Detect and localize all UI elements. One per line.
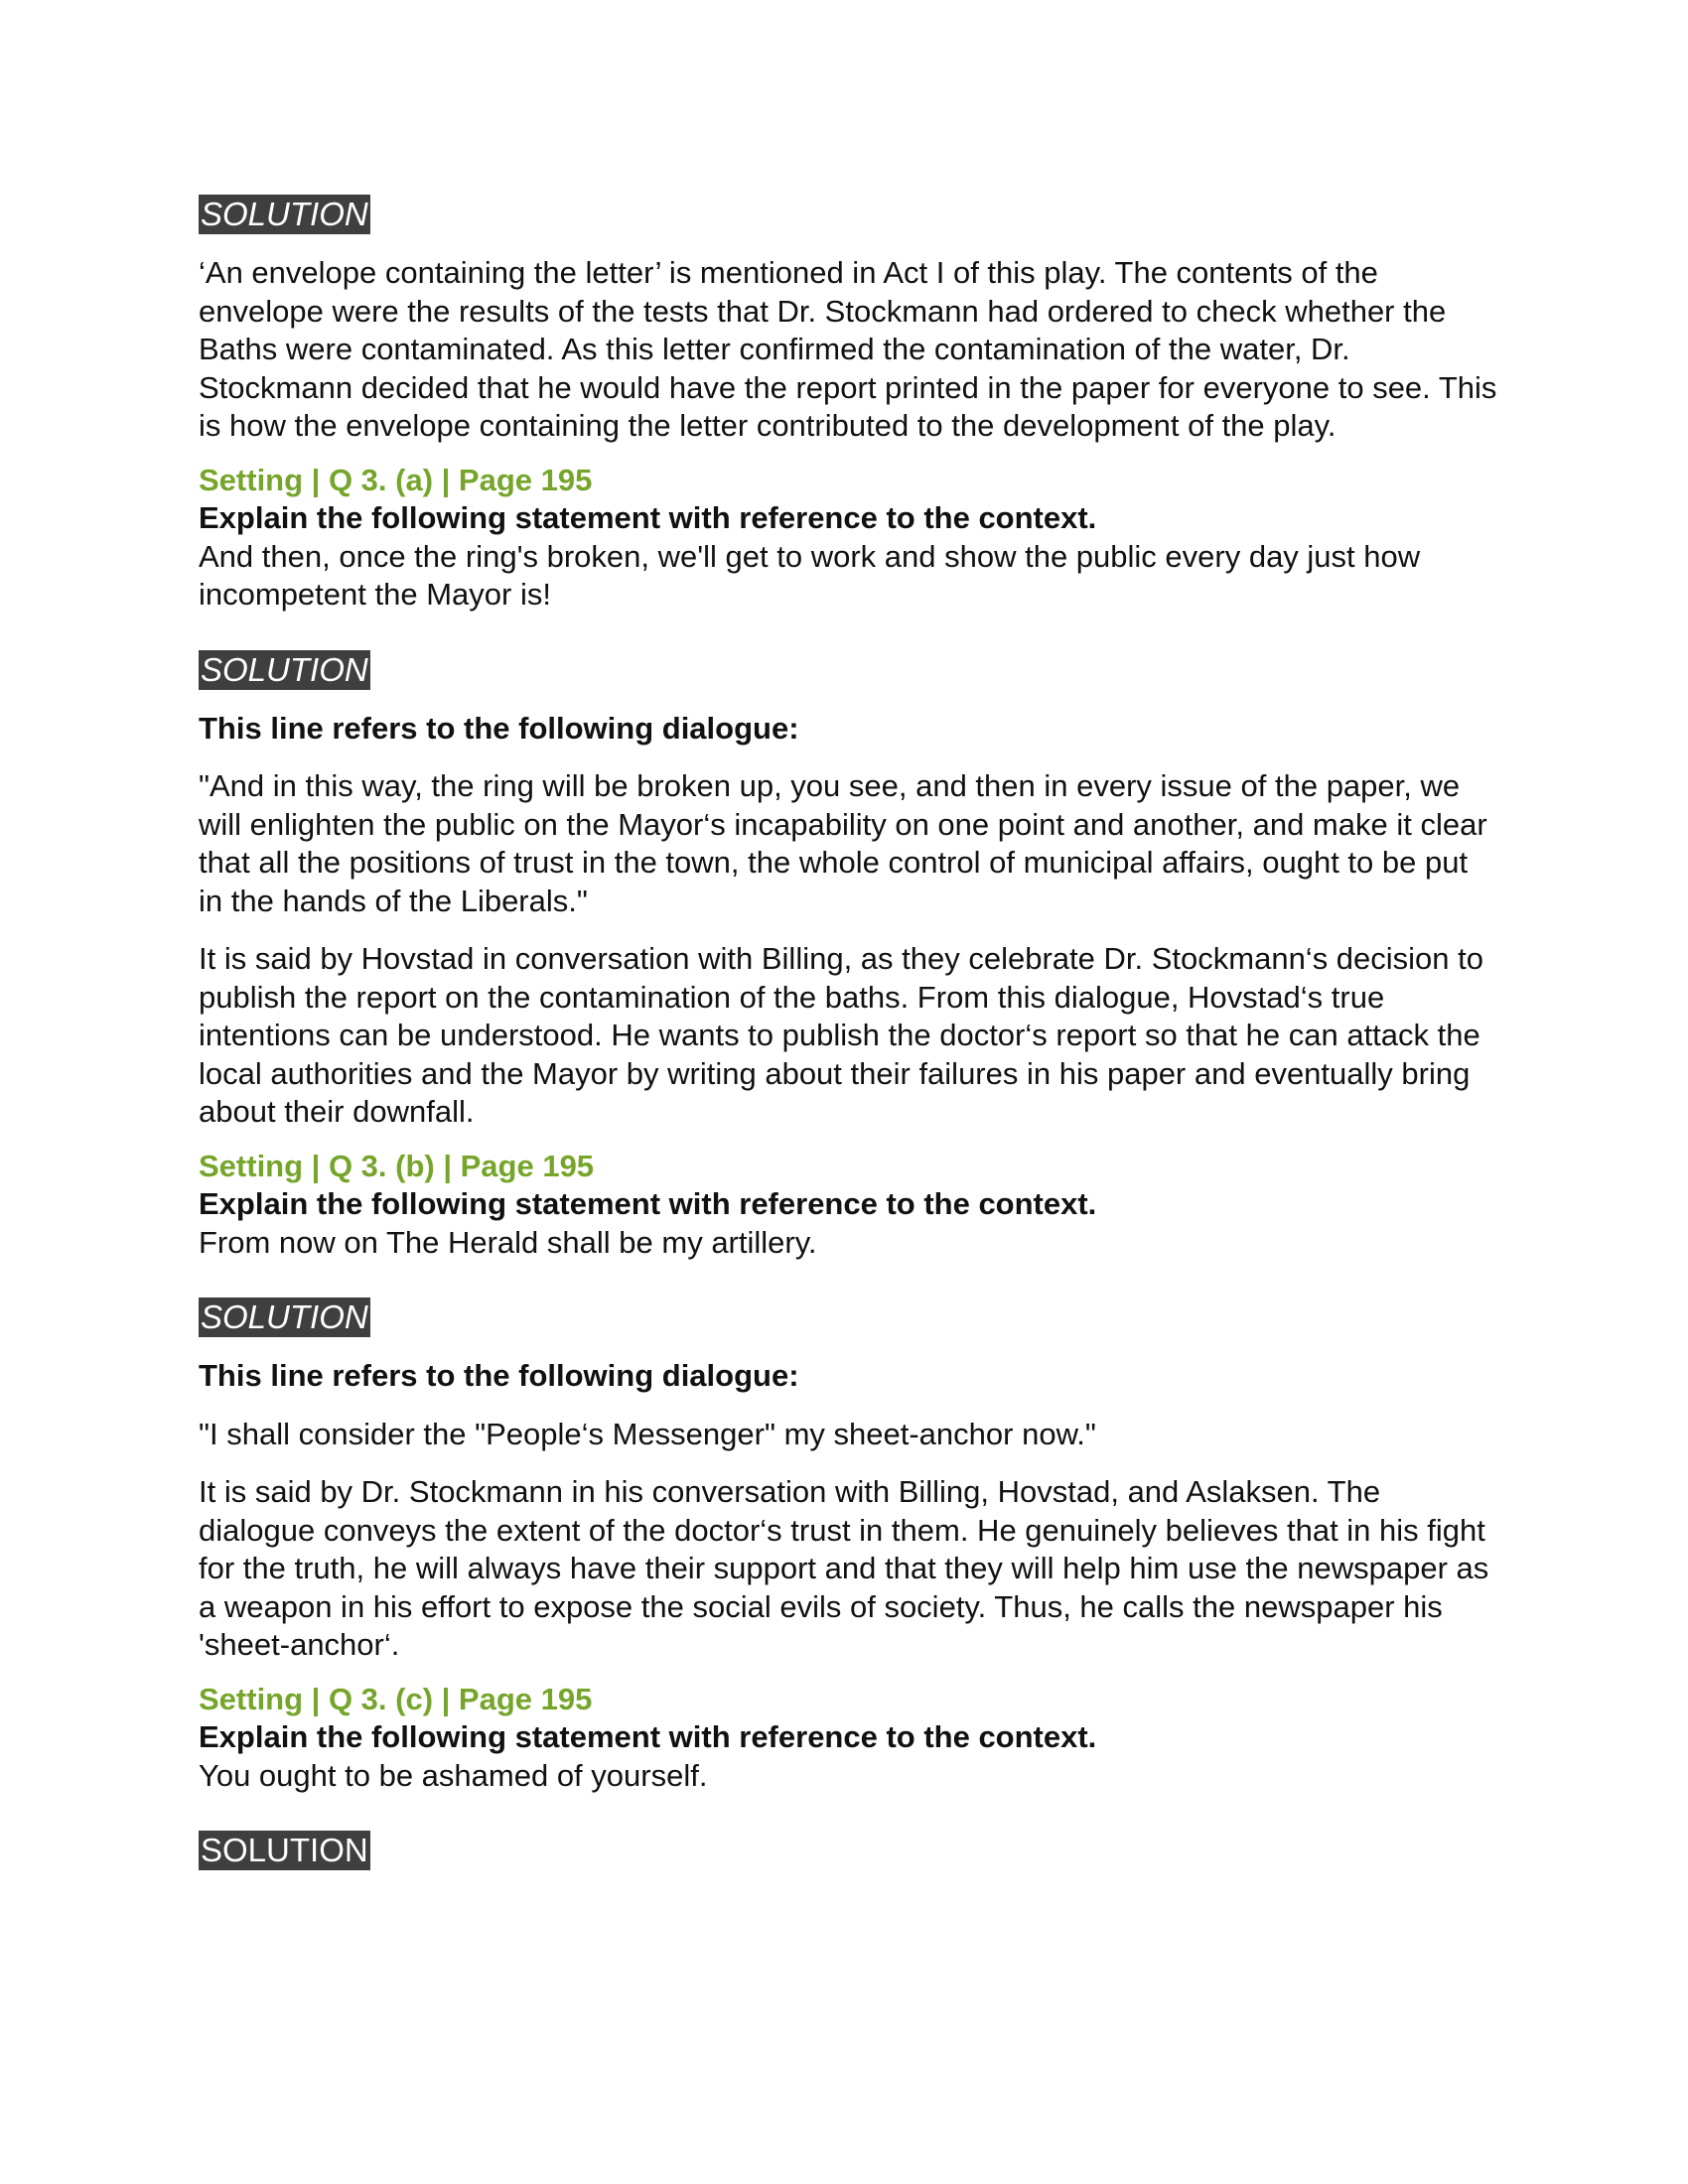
question-block-3a bbox=[199, 462, 1499, 614]
solution-block-1 bbox=[199, 195, 1499, 446]
explanation-paragraph: It is said by Dr. Stockmann in his conversation with Billing, Hovstad, and Aslaksen. The dialogue conveys the extent of the doctor‘s trust in them. He genuinely believes that in his fight for the truth, he will always have their support and that they will help him use the newspaper as a weapon in his effort to expose the social evils of society. Thus, he calls the newspaper his 'sheet-anchor‘. bbox=[199, 1474, 1489, 1662]
solution-block-3a bbox=[199, 650, 1499, 1132]
question-instruction: Explain the following statement with reference to the context. bbox=[199, 1719, 1097, 1754]
solution-label: SOLUTION bbox=[201, 1298, 368, 1335]
dialogue-quote: "I shall consider the "People‘s Messenger" my sheet-anchor now." bbox=[199, 1416, 1096, 1451]
question-instruction: Explain the following statement with reference to the context. bbox=[199, 500, 1097, 535]
explanation-paragraph: It is said by Hovstad in conversation with Billing, as they celebrate Dr. Stockmann‘s decision to publish the report on the contamination of the baths. From this dialogue, Hovstad‘s true intentions can be understood. He wants to publish the doctor‘s report so that he can attack the local authorities and the Mayor by writing about their failures in his paper and eventually bring about their downfall. bbox=[199, 941, 1484, 1129]
solution-label: SOLUTION bbox=[201, 1832, 368, 1868]
solution-block-3c bbox=[199, 1831, 1499, 1870]
question-heading: Setting | Q 3. (c) | Page 195 bbox=[199, 1681, 593, 1716]
solution-label: SOLUTION bbox=[201, 196, 368, 232]
refers-line: This line refers to the following dialogue: bbox=[199, 1358, 799, 1393]
page-content bbox=[199, 195, 1499, 1870]
question-heading: Setting | Q 3. (a) | Page 195 bbox=[199, 462, 593, 497]
dialogue-quote: "And in this way, the ring will be broken up, you see, and then in every issue of the paper, we will enlighten the public on the Mayor‘s incapability on one point and another, and make it clear that all the positions of trust in the town, the whole control of municipal affairs, ought to be put in the hands of the Liberals." bbox=[199, 768, 1487, 918]
question-block-3c bbox=[199, 1681, 1499, 1796]
refers-line: This line refers to the following dialogue: bbox=[199, 710, 799, 746]
solution-block-3b bbox=[199, 1297, 1499, 1665]
solution-label: SOLUTION bbox=[201, 650, 368, 688]
question-statement: And then, once the ring's broken, we'll get to work and show the public every day just how incompetent the Mayor is! bbox=[199, 538, 1421, 612]
question-statement: You ought to be ashamed of yourself. bbox=[199, 1757, 708, 1793]
question-heading: Setting | Q 3. (b) | Page 195 bbox=[199, 1148, 595, 1183]
solution-paragraph: ‘An envelope containing the letter’ is mentioned in Act I of this play. The contents of the envelope were the results of the tests that Dr. Stockmann had ordered to check whether the Baths were contaminated. As this letter confirmed the contamination of the water, Dr. Stockmann decided that he would have the report printed in the paper for everyone to see. This is how the envelope containing the letter contributed to the development of the play. bbox=[199, 255, 1497, 443]
question-statement: From now on The Herald shall be my artillery. bbox=[199, 1224, 817, 1260]
question-block-3b bbox=[199, 1148, 1499, 1263]
question-instruction: Explain the following statement with reference to the context. bbox=[199, 1186, 1097, 1221]
